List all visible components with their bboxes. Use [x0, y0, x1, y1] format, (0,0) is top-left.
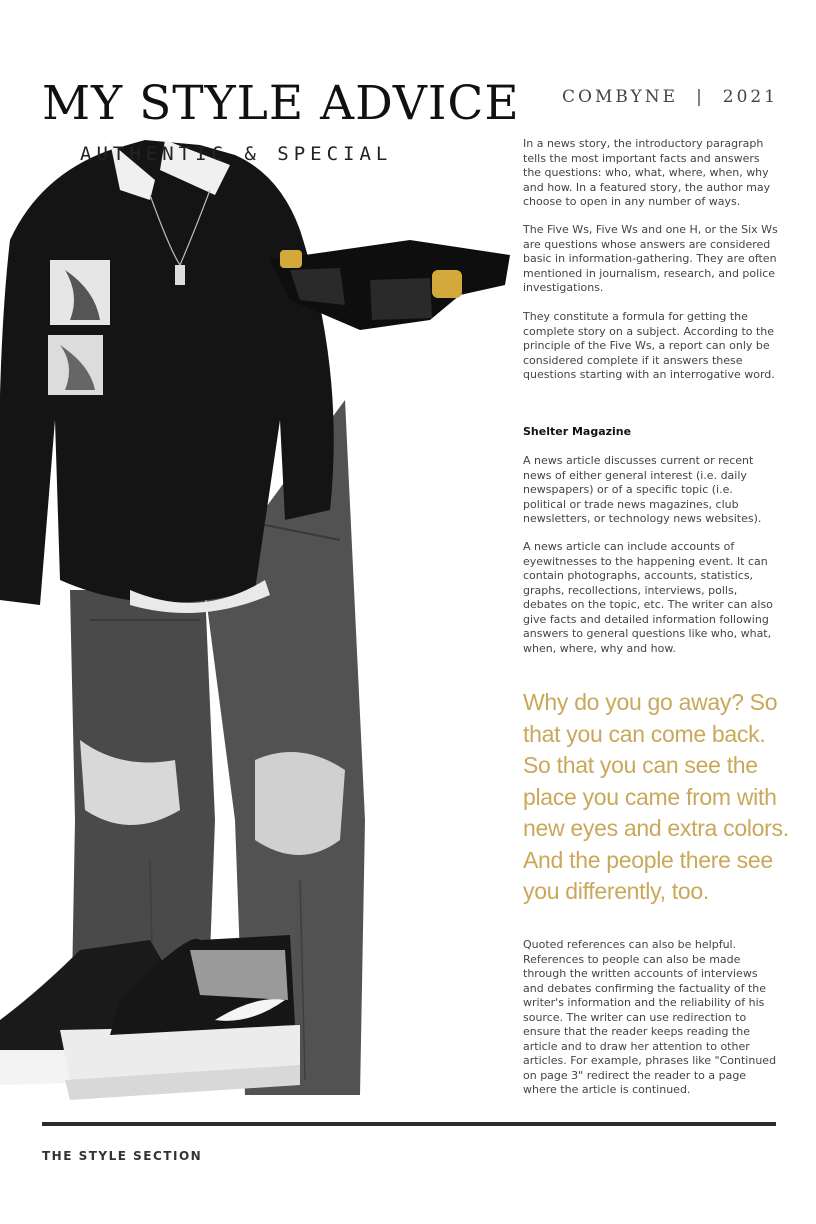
brand-separator: |	[696, 87, 705, 107]
article-paragraph-6: Quoted references can also be helpful. References to people can also be made through the written accounts of interviews and debates confirming the factuality of the writer's information and the reliability of his source. The writer can use redirection to ensure that the reader keeps reading the article and to draw her attention to other articles. For example, phrases like "Continued on page 3" redirect the reader to a page where the article is continued.	[523, 938, 777, 1096]
article-paragraph-2: The Five Ws, Five Ws and one H, or the Six Ws are questions whose answers are considered basic in information-gathering. They are often mentioned in journalism, research, and police investigations.	[523, 223, 778, 294]
article-paragraph-5: A news article can include accounts of eyewitnesses to the happening event. It can contain photographs, accounts, statistics, graphs, recollections, interviews, polls, debates on the topic, etc. The writer can also give facts and detailed information following answers to general questions like who, what, when, where, why and how.	[523, 540, 773, 655]
page-subtitle: AUTHENTIC & SPECIAL	[80, 143, 393, 165]
sneakers-icon	[0, 935, 300, 1100]
article-subheading: Shelter Magazine	[523, 425, 632, 438]
page-title: MY STYLE ADVICE	[42, 76, 520, 131]
brand-year: 2021	[722, 87, 779, 107]
footer-label: THE STYLE SECTION	[42, 1149, 203, 1163]
pull-quote: Why do you go away? So that you can come back. So that you can see the place you came from with new eyes and extra colors. And the people there see you differently, too.	[523, 689, 789, 904]
footer-divider	[42, 1122, 776, 1126]
brand-name: COMBYNE	[562, 87, 679, 107]
brand-line	[562, 87, 778, 107]
outfit-collage	[0, 120, 520, 1100]
article-paragraph-1: In a news story, the introductory paragraph tells the most important facts and answers the questions: who, what, where, when, why and how. In a featured story, the author may choose to open in any number of ways.	[523, 137, 771, 208]
article-paragraph-3: They constitute a formula for getting the complete story on a subject. According to the principle of the Five Ws, a report can only be considered complete if it answers these questions starting with an interrogative word.	[523, 310, 775, 381]
article-paragraph-4: A news article discusses current or recent news of either general interest (i.e. daily newspapers) or of a specific topic (i.e. political or trade news magazines, club newsletters, or technology news websites).	[523, 454, 762, 525]
